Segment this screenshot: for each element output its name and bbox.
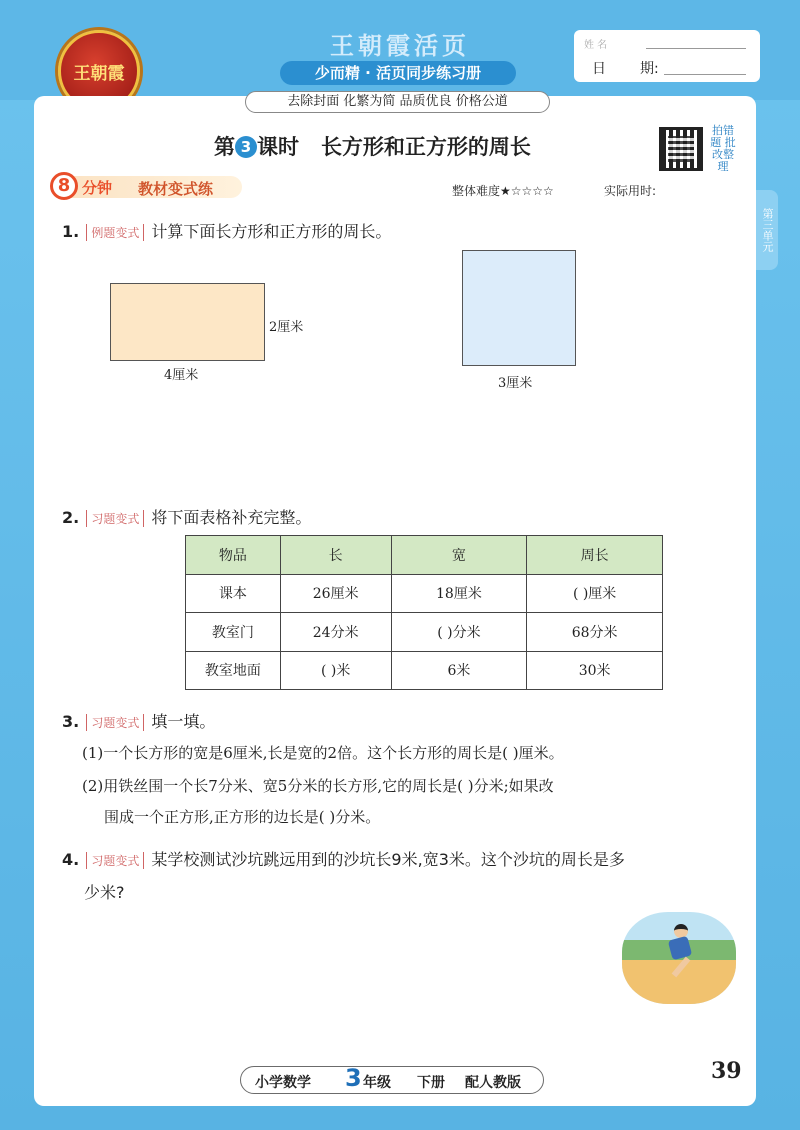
page-number: 39 — [711, 1058, 742, 1084]
fill-table — [185, 535, 663, 690]
question-4: 4. 习题变式 某学校测试沙坑跳远用到的沙坑长9米,宽3米。这个沙坑的周长是多 — [62, 850, 625, 869]
motto-banner: 去除封面 化繁为简 品质优良 价格公道 — [245, 91, 550, 113]
timer-minutes: 8 — [50, 172, 78, 200]
question-tag: 习题变式 — [86, 510, 144, 527]
square-figure — [462, 250, 576, 366]
footer-volume: 下册 — [417, 1075, 445, 1091]
long-jump-illustration — [622, 912, 736, 1004]
question-3-part-1: (1)一个长方形的宽是6厘米,长是宽的2倍。这个长方形的周长是( )厘米。 — [82, 744, 564, 762]
name-date-box — [574, 30, 760, 82]
table-cell: 26厘米 — [280, 574, 391, 613]
series-banner: 少而精 · 活页同步练习册 — [280, 61, 516, 85]
question-tag: 习题变式 — [86, 714, 144, 731]
lesson-topic: 长方形和正方形的周长 — [320, 135, 531, 159]
date-label: 日 — [592, 61, 606, 77]
table-cell: 68分米 — [527, 613, 663, 652]
answer-blank-cell[interactable]: ( )米 — [280, 651, 391, 690]
footer-grade-unit: 年级 — [363, 1075, 391, 1091]
question-4-cont: 少米? — [84, 883, 125, 902]
difficulty-rating: 整体难度★☆☆☆☆ — [452, 184, 554, 198]
brand-logo: 王朝霞 — [58, 30, 140, 112]
date-underline — [664, 74, 746, 75]
lesson-number-badge: 3 — [235, 136, 257, 158]
table-header-row — [186, 536, 663, 575]
table-header: 宽 — [391, 536, 527, 575]
table-cell: 24分米 — [280, 613, 391, 652]
square-side-label: 3厘米 — [498, 376, 533, 391]
lesson-title: 第 3 课时 长方形和正方形的周长 — [214, 135, 531, 159]
qr-caption: 拍错题 批改整理 — [710, 124, 736, 173]
table-cell: 30米 — [527, 651, 663, 690]
question-1: 1. 例题变式 计算下面长方形和正方形的周长。 — [62, 222, 392, 241]
question-3-part-2: (2)用铁丝围一个长7分米、宽5分米的长方形,它的周长是( )分米;如果改 — [82, 777, 554, 795]
table-cell: 教室地面 — [186, 651, 281, 690]
table-cell: 教室门 — [186, 613, 281, 652]
timer-banner — [52, 176, 242, 198]
qr-code-icon[interactable] — [659, 127, 703, 171]
rect-width-label: 4厘米 — [164, 368, 199, 383]
question-3-part-2-cont: 围成一个正方形,正方形的边长是( )分米。 — [104, 808, 381, 826]
answer-blank-cell[interactable]: ( )分米 — [391, 613, 527, 652]
table-row — [186, 613, 663, 652]
table-header: 物品 — [186, 536, 281, 575]
name-underline — [646, 48, 746, 49]
date-label-2: 期: — [640, 61, 659, 77]
footer-grade-number: 3 — [345, 1064, 362, 1092]
table-cell: 课本 — [186, 574, 281, 613]
footer-banner — [240, 1066, 544, 1094]
question-tag: 例题变式 — [86, 224, 144, 241]
unit-side-tab: 第三单元 — [756, 190, 778, 270]
rect-height-label: 2厘米 — [269, 320, 304, 335]
footer-edition: 配人教版 — [465, 1075, 521, 1091]
question-3: 3. 习题变式 填一填。 — [62, 712, 216, 731]
question-2: 2. 习题变式 将下面表格补充完整。 — [62, 508, 312, 527]
section-label: 教材变式练 — [138, 180, 214, 198]
brand-title: 王朝霞活页 — [330, 32, 470, 60]
table-header: 周长 — [527, 536, 663, 575]
name-label: 姓 名 — [584, 40, 608, 51]
table-cell: 6米 — [391, 651, 527, 690]
table-row — [186, 651, 663, 690]
table-header: 长 — [280, 536, 391, 575]
table-row — [186, 574, 663, 613]
time-used-label: 实际用时: — [604, 184, 657, 198]
table-cell: 18厘米 — [391, 574, 527, 613]
rectangle-figure — [110, 283, 265, 361]
footer-subject: 小学数学 — [255, 1075, 311, 1091]
answer-blank-cell[interactable]: ( )厘米 — [527, 574, 663, 613]
question-tag: 习题变式 — [86, 852, 144, 869]
timer-unit: 分钟 — [82, 179, 113, 197]
